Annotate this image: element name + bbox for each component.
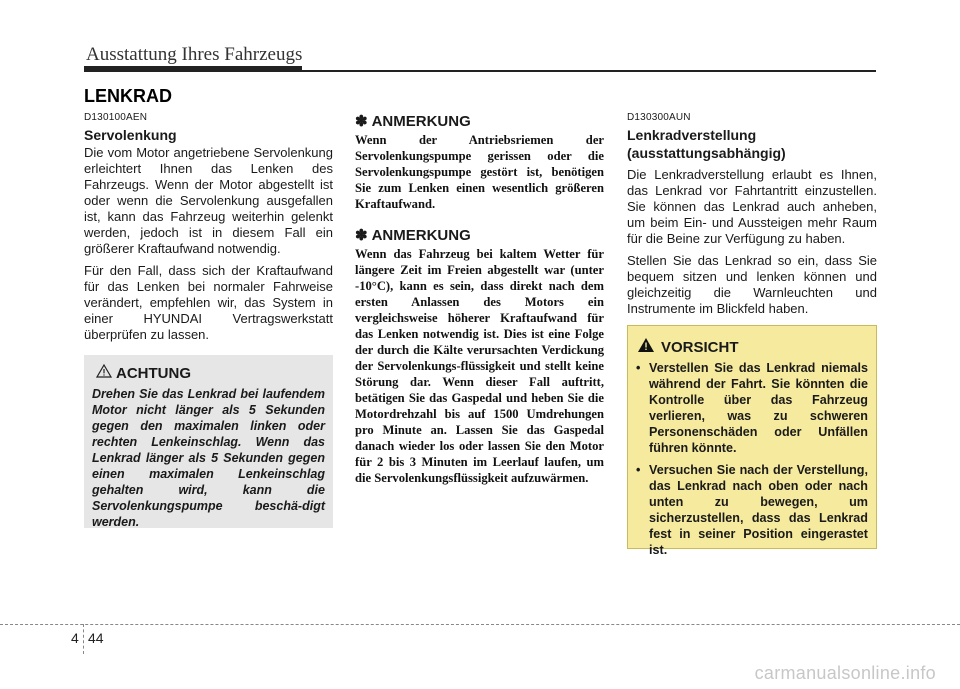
- warning-text: Drehen Sie das Lenkrad bei laufendem Motor nicht länger als 5 Sekunden gegen den maximalen linken oder rechten Lenkeinschlag. Wenn das Lenkrad länger als 5 Sekunden gegen einen maximalen Lenkeinschlag gehalten wird, kann die Servolenkungspumpe beschä-digt werden.: [92, 387, 325, 529]
- section-code: D130100AEN: [84, 112, 148, 123]
- column-notes: [355, 112, 604, 500]
- paragraph: Stellen Sie das Lenkrad so ein, dass Sie bequem sitzen und lenken können und gleichzeitig die Warnleuchten und Instrumente im Blickfeld haben.: [627, 253, 877, 316]
- paragraph: Die Lenkradverstellung erlaubt es Ihnen, das Lenkrad vor Fahrtantritt einzustellen. Sie können das Lenkrad auch anheben, um beim Ein- und Aussteigen mehr Raum für die Beine zur Verfügung zu haben.: [627, 167, 877, 246]
- warning-label: ACHTUNG: [116, 365, 191, 382]
- note-text: Wenn der Antriebsriemen der Servolenkungspumpe gerissen oder die Servolenkungspumpe gestört ist, benötigen Sie zum Lenken einen wesentlich größeren Kraftaufwand.: [355, 133, 604, 211]
- section-code: D130300AUN: [627, 112, 691, 123]
- subsection-heading: Servolenkung: [84, 127, 177, 143]
- column-lenkradverstellung: [627, 112, 877, 323]
- note-label: ANMERKUNG: [371, 226, 471, 244]
- subsection-heading-line1: Lenkradverstellung: [627, 127, 757, 143]
- footer-divider: [83, 624, 84, 654]
- note-header: [355, 112, 604, 130]
- warning-header: [96, 364, 191, 383]
- caution-item-text: Versuchen Sie nach der Verstellung, das Lenkrad nach oben oder nach unten zu bewegen, um sicherzustellen, dass das Lenkrad fest in seiner Position eingerastet ist.: [649, 463, 868, 557]
- warning-triangle-icon: [96, 364, 112, 383]
- chapter-header-title: Ausstattung Ihres Fahrzeugs: [86, 44, 303, 65]
- note-star-icon: ✽: [355, 113, 368, 130]
- note-label: ANMERKUNG: [371, 112, 471, 130]
- note-star-icon: ✽: [355, 227, 368, 244]
- warning-box: [84, 355, 333, 528]
- paragraph: Die vom Motor angetriebene Servolenkung erleichtert Ihnen das Lenken des Fahrzeugs. Wenn der Motor abgestellt ist oder wenn die Servolenkung ausgefallen ist, kann das Fahrzeug weiterhin gelenkt werden, jedoch ist in diesem Fall ein größerer Kraftaufwand notwendig.: [84, 145, 333, 256]
- caution-item: [636, 462, 868, 558]
- paragraph: Für den Fall, dass sich der Kraftaufwand für das Lenken bei normaler Fahrweise verändert, empfehlen wir, das System in einer HYUNDAI Vertragswerkstatt überprüfen zu lassen.: [84, 263, 333, 342]
- caution-list: [636, 360, 868, 564]
- chapter-number: 4: [71, 630, 79, 646]
- bullet: •: [636, 463, 641, 477]
- note-text: Wenn das Fahrzeug bei kaltem Wetter für längere Zeit im Freien abgestellt war (unter -10°C), kann es sein, dass direkt nach dem ersten Anlassen des Motors ein vergleichsweise höherer Kraftaufwand für das Lenken notwendig ist. Dies ist eine Folge der durch die Kälte verursachten Verdickung der Servolenkungs-flüssigkeit und stellt keine Störung dar. Wenn dieser Fall auftritt, betätigen Sie das Gaspedal und heben Sie die Motordrehzahl bis auf 1500 Umdrehungen pro Minute an. Lassen Sie das Gaspedal danach wieder los oder lassen Sie den Motor für 2 bis 3 Minuten im Leerlauf laufen, um die Servolenkungsflüssigkeit aufzuwärmen.: [355, 247, 604, 485]
- footer-rule: [0, 624, 960, 625]
- bullet: •: [636, 361, 641, 375]
- caution-label: VORSICHT: [661, 339, 739, 356]
- column-servolenkung: [84, 112, 333, 349]
- caution-item: [636, 360, 868, 456]
- caution-triangle-icon: [637, 337, 655, 358]
- note-header: [355, 226, 604, 244]
- caution-header: [637, 337, 739, 358]
- subsection-heading-line2: (ausstattungsabhängig): [627, 145, 786, 161]
- caution-item-text: Verstellen Sie das Lenkrad niemals während der Fahrt. Sie könnten die Kontrolle über das Fahrzeug verlieren, was zu schweren Personenschäden oder Unfällen führen könnte.: [649, 361, 868, 455]
- header-rule: [84, 70, 876, 72]
- section-title: LENKRAD: [84, 86, 172, 106]
- caution-box: [627, 325, 877, 557]
- page-number: 44: [88, 630, 104, 646]
- watermark: carmanualsonline.info: [754, 663, 936, 683]
